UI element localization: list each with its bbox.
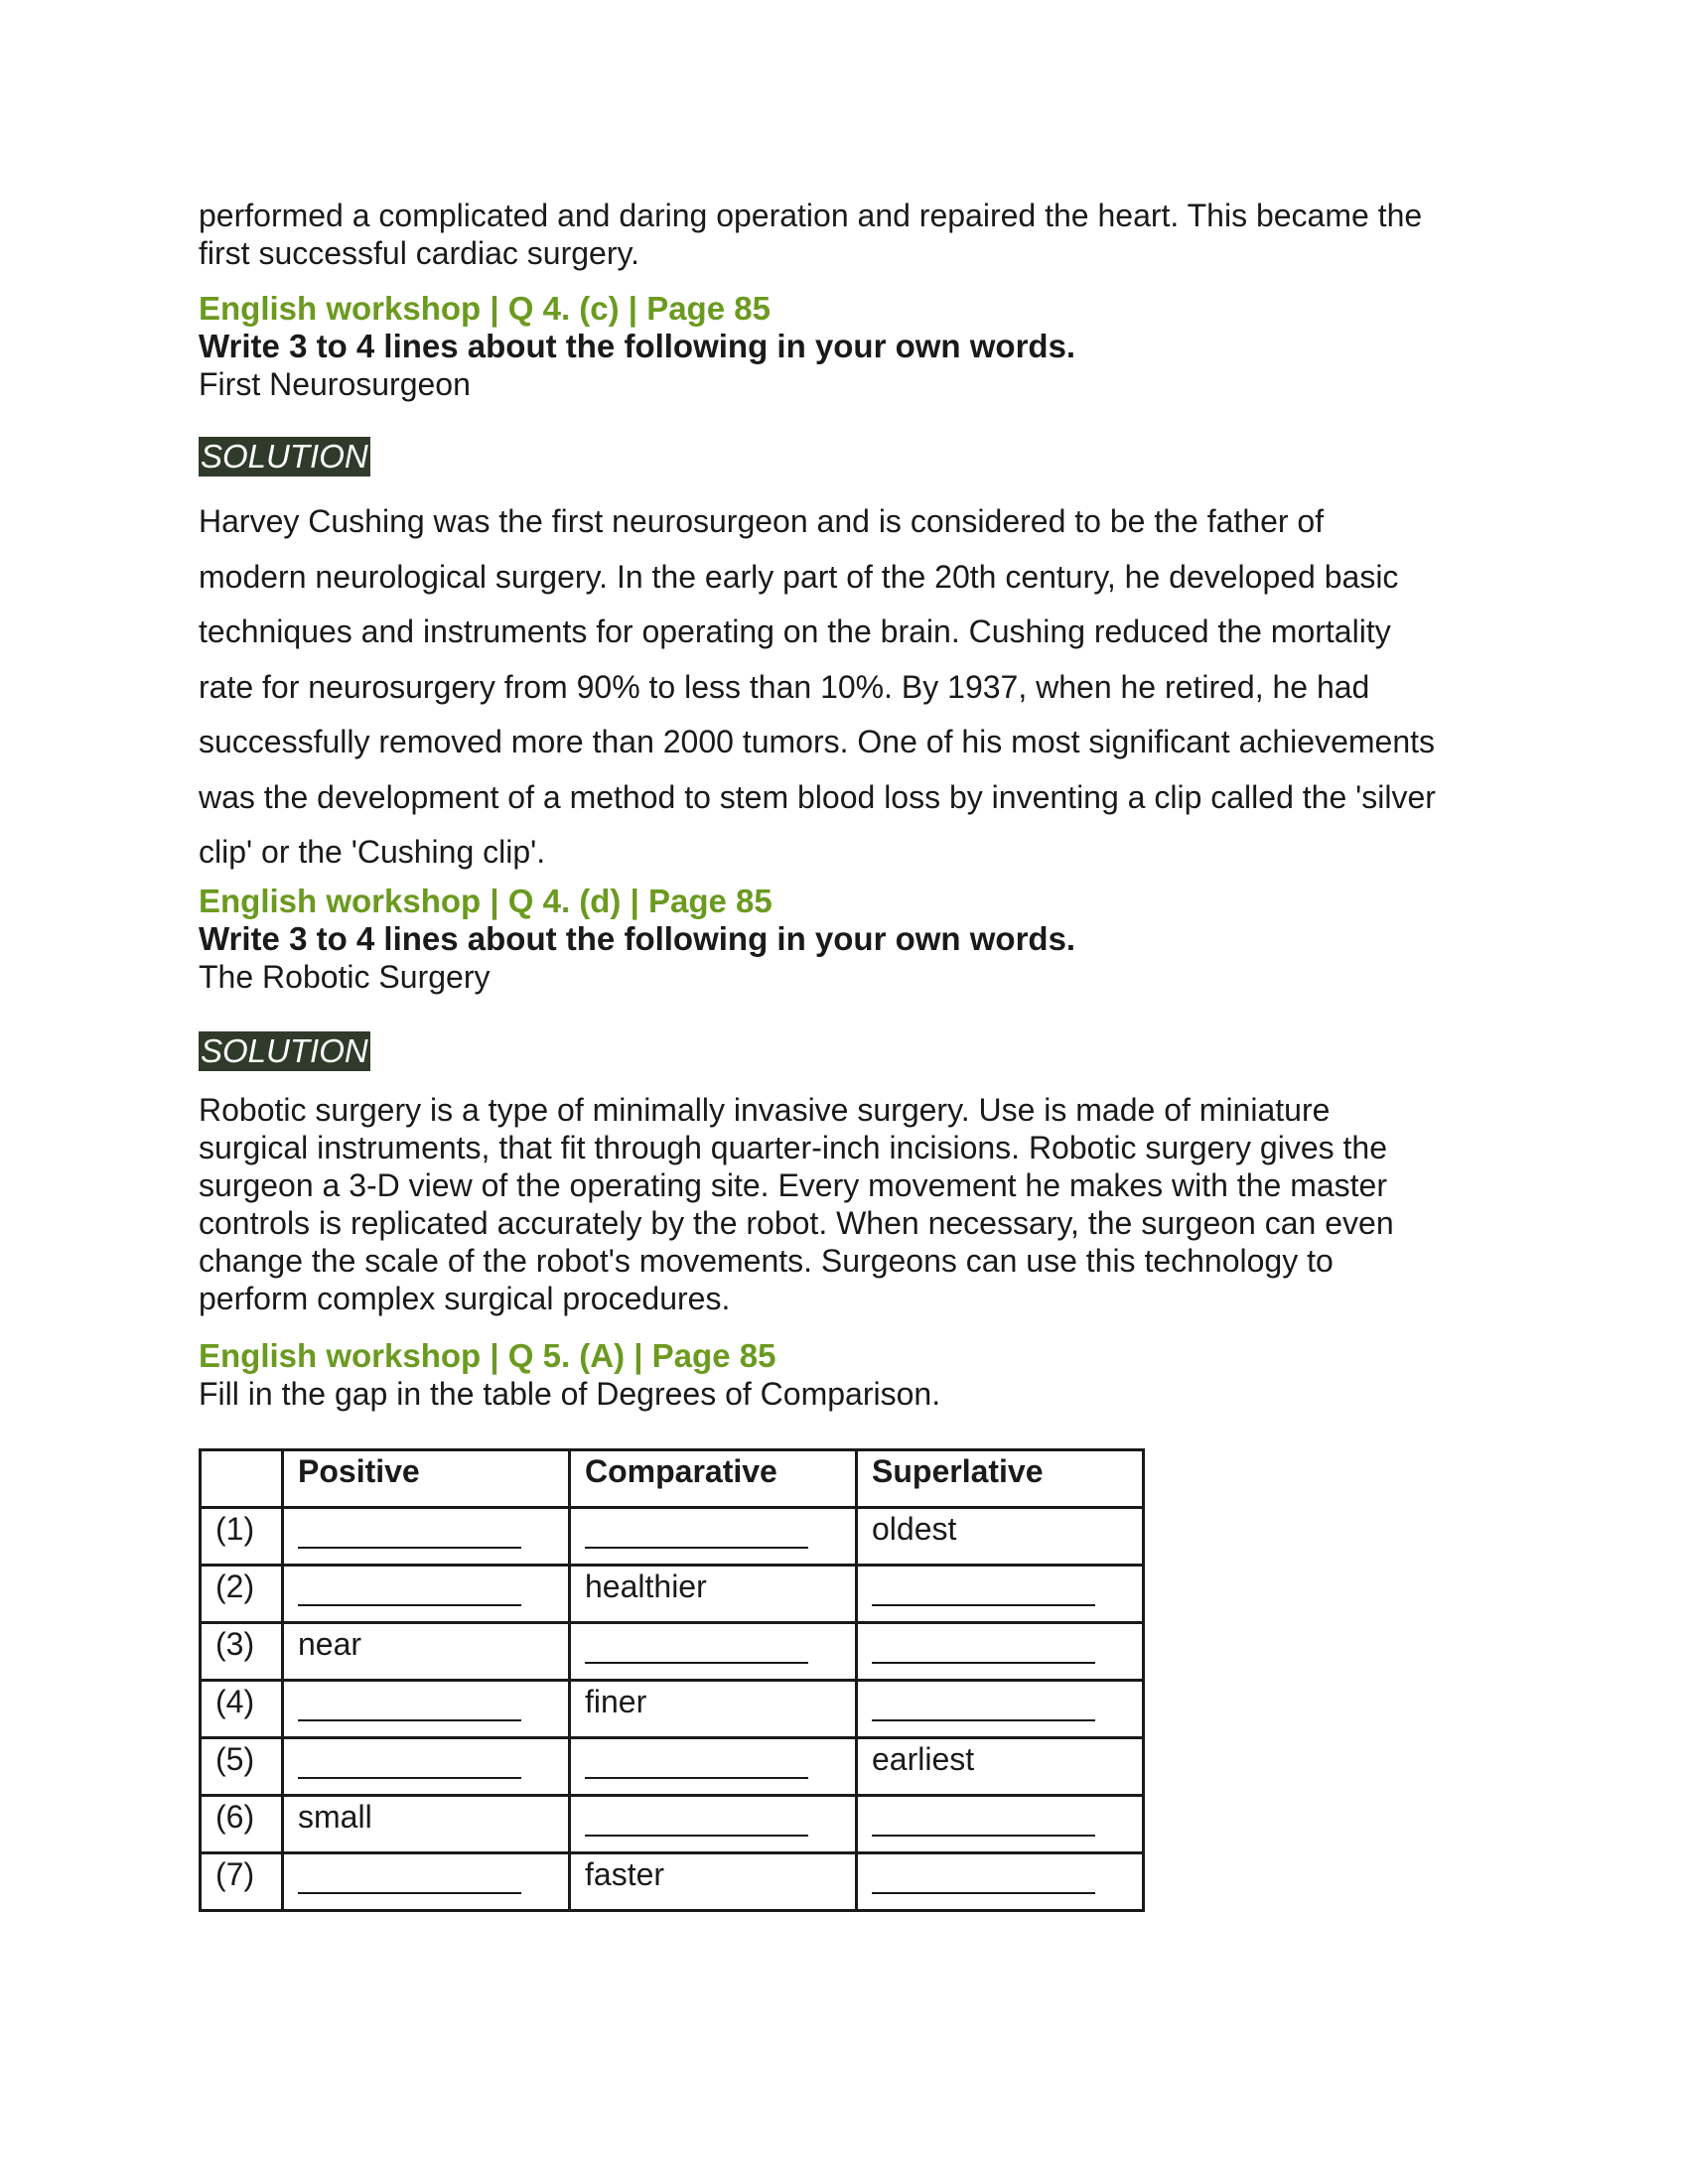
question-topic: The Robotic Surgery [199,958,491,995]
table-cell [857,1507,1144,1565]
table-cell [857,1622,1144,1680]
table-cell [570,1507,857,1565]
table-cell [283,1565,570,1622]
table-header-cell: Positive [283,1449,570,1507]
document-page [199,197,1509,1912]
fill-in-blank[interactable] [872,1684,1095,1721]
fill-in-blank[interactable] [298,1511,521,1549]
cell-text: (4) [215,1683,255,1719]
fill-in-blank[interactable] [872,1626,1095,1664]
table-row [201,1795,1144,1852]
row-number-cell [201,1680,283,1737]
row-number-cell [201,1507,283,1565]
row-number-cell [201,1565,283,1622]
table-cell [283,1622,570,1680]
fill-in-blank[interactable] [298,1741,521,1779]
table-header-row [201,1449,1144,1507]
cell-text: (1) [215,1510,255,1547]
solution-line: change the scale of the robot's movements. Surgeons can use this technology to [199,1242,1334,1279]
table-row [201,1507,1144,1565]
question-instruction: Fill in the gap in the table of Degrees of Comparison. [199,1375,941,1412]
table-cell [570,1852,857,1910]
cell-text: (2) [215,1568,255,1604]
solution-line: was the development of a method to stem blood loss by inventing a clip called the 'silver [199,778,1436,815]
question-5a [199,1337,1509,1912]
cell-text: (5) [215,1740,255,1777]
question-header: English workshop | Q 4. (d) | Page 85 [199,882,773,919]
row-number-cell [201,1852,283,1910]
fill-in-blank[interactable] [585,1511,808,1549]
table-cell [283,1507,570,1565]
solution-text [199,1091,1509,1317]
table-cell [857,1852,1144,1910]
fill-in-blank[interactable] [872,1856,1095,1894]
intro-line: performed a complicated and daring operation and repaired the heart. This became the [199,198,1423,233]
table-cell [570,1680,857,1737]
cell-text: (6) [215,1798,255,1835]
cell-text: healthier [585,1568,707,1604]
table-cell [857,1680,1144,1737]
question-instruction: Write 3 to 4 lines about the following in your own words. [199,328,1076,364]
solution-line: perform complex surgical procedures. [199,1280,731,1316]
table-header-cell: Superlative [857,1449,1144,1507]
solution-line: successfully removed more than 2000 tumors. One of his most significant achievements [199,724,1436,759]
cell-text: (3) [215,1625,255,1662]
fill-in-blank[interactable] [872,1569,1095,1606]
fill-in-blank[interactable] [585,1741,808,1779]
intro-paragraph [199,197,1509,272]
solution-line: rate for neurosurgery from 90% to less than 10%. By 1937, when he retired, he had [199,668,1370,705]
cell-text: oldest [872,1510,957,1547]
table-cell [283,1795,570,1852]
table-cell [857,1565,1144,1622]
table-row [201,1852,1144,1910]
solution-line: Robotic surgery is a type of minimally invasive surgery. Use is made of miniature [199,1091,1331,1128]
solution-line: surgical instruments, that fit through quarter-inch incisions. Robotic surgery gives the [199,1129,1387,1165]
intro-line: first successful cardiac surgery. [199,235,639,271]
solution-line: clip' or the 'Cushing clip'. [199,834,546,870]
row-number-cell [201,1737,283,1795]
cell-text: (7) [215,1855,255,1892]
solution-line: controls is replicated accurately by the robot. When necessary, the surgeon can even [199,1204,1394,1241]
cell-text: small [298,1798,372,1835]
cell-text: earliest [872,1740,975,1777]
cell-text: faster [585,1855,665,1892]
cell-text: near [298,1625,362,1662]
fill-in-blank[interactable] [298,1856,521,1894]
table-cell [570,1795,857,1852]
solution-line: Harvey Cushing was the first neurosurgeon and is considered to be the father of [199,503,1325,539]
fill-in-blank[interactable] [298,1569,521,1606]
fill-in-blank[interactable] [585,1626,808,1664]
row-number-cell [201,1622,283,1680]
table-row [201,1680,1144,1737]
row-number-cell [201,1795,283,1852]
solution-text [199,494,1509,881]
fill-in-blank[interactable] [585,1799,808,1837]
table-row [201,1737,1144,1795]
table-cell [857,1795,1144,1852]
solution-badge: SOLUTION [201,1031,368,1069]
table-cell [857,1737,1144,1795]
table-cell [283,1680,570,1737]
table-cell [283,1737,570,1795]
table-cell [570,1737,857,1795]
fill-in-blank[interactable] [298,1684,521,1721]
table-header-cell [201,1449,283,1507]
table-row [201,1622,1144,1680]
fill-in-blank[interactable] [872,1799,1095,1837]
cell-text: finer [585,1683,647,1719]
solution-line: surgeon a 3-D view of the operating site. Every movement he makes with the master [199,1166,1387,1203]
solution-line: techniques and instruments for operating on the brain. Cushing reduced the mortality [199,614,1391,649]
table-cell [283,1852,570,1910]
table-cell [570,1622,857,1680]
table-cell [570,1565,857,1622]
question-header: English workshop | Q 4. (c) | Page 85 [199,290,771,327]
question-4d [199,883,1509,1317]
question-topic: First Neurosurgeon [199,366,471,402]
degrees-of-comparison-table [199,1448,1145,1912]
solution-line: modern neurological surgery. In the early part of the 20th century, he developed basic [199,558,1399,595]
question-4c [199,290,1509,881]
question-instruction: Write 3 to 4 lines about the following in your own words. [199,919,1076,957]
question-header: English workshop | Q 5. (A) | Page 85 [199,1336,776,1374]
table-row [201,1565,1144,1622]
table-header-cell: Comparative [570,1449,857,1507]
solution-badge: SOLUTION [201,438,368,475]
